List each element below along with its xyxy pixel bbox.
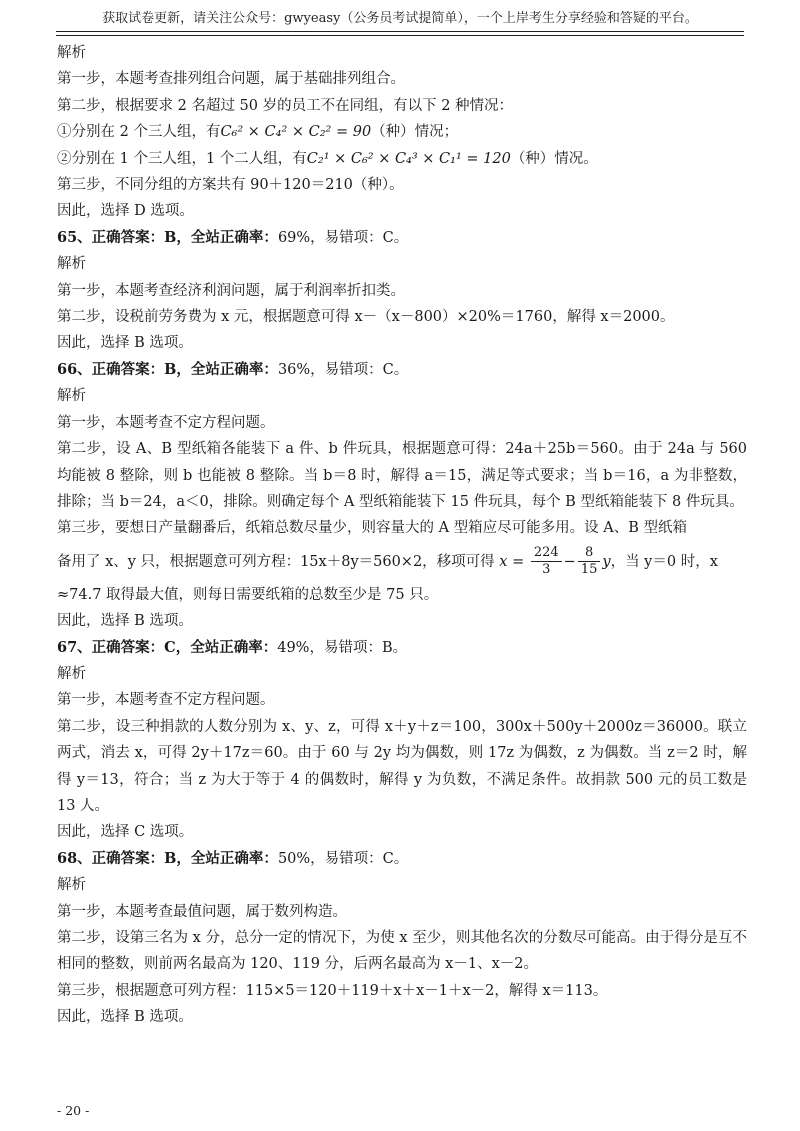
q66-answer: 66、正确答案：B，全站正确率： [57, 360, 278, 378]
q64-case2-pre: ②分别在 1 个三人组，1 个二人组，有 [57, 150, 307, 167]
q68-step1: 第一步，本题考查最值问题，属于数列构造。 [57, 903, 347, 920]
q66-step3b-pre: 备用了 x、y 只，根据题意可列方程：15x＋8y＝560×2，移项可得 [57, 553, 495, 570]
q67-rate: 49%，易错项：B。 [277, 639, 408, 656]
q66-conclusion: 因此，选择 B 选项。 [57, 613, 193, 630]
q66-step3c: ≈74.7 取得最大值，则每日需要纸箱的总数至少是 75 只。 [57, 586, 439, 603]
q67-heading [57, 635, 747, 661]
q66-heading [57, 357, 747, 383]
q68-answer: 68、正确答案：B，全站正确率： [57, 849, 278, 867]
q64-case1-post: （种）情况； [371, 124, 459, 141]
q67-step2: 第二步，设三种捐款的人数分别为 x、y、z，可得 x＋y＋z＝100，300x＋500y＋2000z＝36000。联立两式，消去 x，可得 2y＋17z＝60。由于 60 与 2y 均为偶数，则 17z 为偶数，z 为偶数。当 z＝2 时，解得 y＝13，符合；当 z 为大于等于 4 的偶数时，解得 y 为负数，不满足条件。故捐款 500 元的员工数是 13 人。 [57, 718, 747, 814]
q68-rate: 50%，易错项：C。 [277, 850, 409, 867]
page-number: - 20 - [57, 1103, 90, 1118]
q64-step2: 第二步，根据要求 2 名超过 50 岁的员工不在同组，有以下 2 种情况： [57, 97, 514, 114]
q65-step2: 第二步，设税前劳务费为 x 元，根据题意可得 x－（x－800）×20%＝1760，解得 x＝2000。 [57, 309, 675, 326]
q64-case2-formula: C₂¹ × C₆² × C₄³ × C₁¹ = 120 [306, 150, 511, 167]
fraction-numerator: 8 [578, 545, 601, 562]
fraction-denominator: 15 [580, 562, 598, 578]
q66-step3a: 第三步，要想日产量翻番后，纸箱总数尽量少，则容量大的 A 型箱应尽可能多用。设 A、B 型纸箱 [57, 520, 688, 537]
header-rule [56, 31, 744, 32]
q64-step3: 第三步，不同分组的方案共有 90＋120＝210（种）。 [57, 177, 404, 194]
q64-case1-formula: C₆² × C₄² × C₂² = 90 [220, 124, 372, 141]
jiexi-label: 解析 [57, 388, 86, 405]
fraction [578, 545, 601, 578]
q67-step1: 第一步，本题考查不定方程问题。 [57, 692, 275, 709]
q65-step1: 第一步，本题考查经济利润问题，属于利润率折扣类。 [57, 282, 405, 299]
header-rule-thin [56, 35, 744, 36]
q65-rate: 69%，易错项：C。 [277, 229, 409, 246]
q65-heading [57, 225, 747, 251]
q68-step3: 第三步，根据题意可列方程：115×5＝120＋119＋x＋x－1＋x－2，解得 x＝113。 [57, 982, 608, 999]
q64-case1 [57, 119, 747, 145]
q68-step2: 第二步，设第三名为 x 分，总分一定的情况下，为使 x 至少，则其他名次的分数尽可能高。由于得分是互不相同的整数，则前两名最高为 120、119 分，后两名最高为 x－1、x－2。 [57, 930, 747, 973]
jiexi-label: 解析 [57, 877, 86, 894]
q64-conclusion: 因此，选择 D 选项。 [57, 203, 194, 220]
q66-step1: 第一步，本题考查不定方程问题。 [57, 414, 275, 431]
q64-case2-post: （种）情况。 [510, 150, 598, 167]
q67-conclusion: 因此，选择 C 选项。 [57, 824, 194, 841]
q64-case2 [57, 146, 747, 172]
jiexi-label: 解析 [57, 256, 86, 273]
q68-conclusion: 因此，选择 B 选项。 [57, 1009, 193, 1026]
q66-step3b [57, 542, 747, 582]
page-header: 获取试卷更新，请关注公众号：gwyeasy（公务员考试提简单），一个上岸考生分享经验和答疑的平台。 [102, 11, 698, 26]
fraction-denominator: 3 [542, 562, 551, 578]
q68-heading [57, 846, 747, 872]
q64-step1: 第一步，本题考查排列组合问题，属于基础排列组合。 [57, 71, 405, 88]
q64-case1-pre: ①分别在 2 个三人组，有 [57, 124, 221, 141]
q66-step2: 第二步，设 A、B 型纸箱各能装下 a 件、b 件玩具，根据题意可得：24a＋25b＝560。由于 24a 与 560 均能被 8 整除，则 b 也能被 8 整除。当 b＝8 时，解得 a＝15，满足等式要求；当 b＝16，a 为非整数，排除；当 b＝24，a＜0，排除。则确定每个 A 型纸箱能装下 15 件玩具，每个 B 型纸箱能装下 8 件玩具。 [57, 441, 747, 510]
fraction-numerator: 224 [531, 545, 562, 562]
answer-content [57, 40, 747, 1031]
q65-answer: 65、正确答案：B，全站正确率： [57, 228, 278, 246]
q67-answer: 67、正确答案：C，全站正确率： [57, 638, 278, 656]
q65-conclusion: 因此，选择 B 选项。 [57, 335, 193, 352]
fraction [531, 545, 562, 578]
q66-rate: 36%，易错项：C。 [277, 361, 409, 378]
q66-equation: x = $\frac{224}{3}$ − $\frac{8}{15}$ y [499, 545, 611, 578]
jiexi-label: 解析 [57, 665, 86, 682]
q66-step3b-post: ，当 y＝0 时，x [610, 553, 718, 570]
jiexi-label: 解析 [57, 45, 86, 61]
